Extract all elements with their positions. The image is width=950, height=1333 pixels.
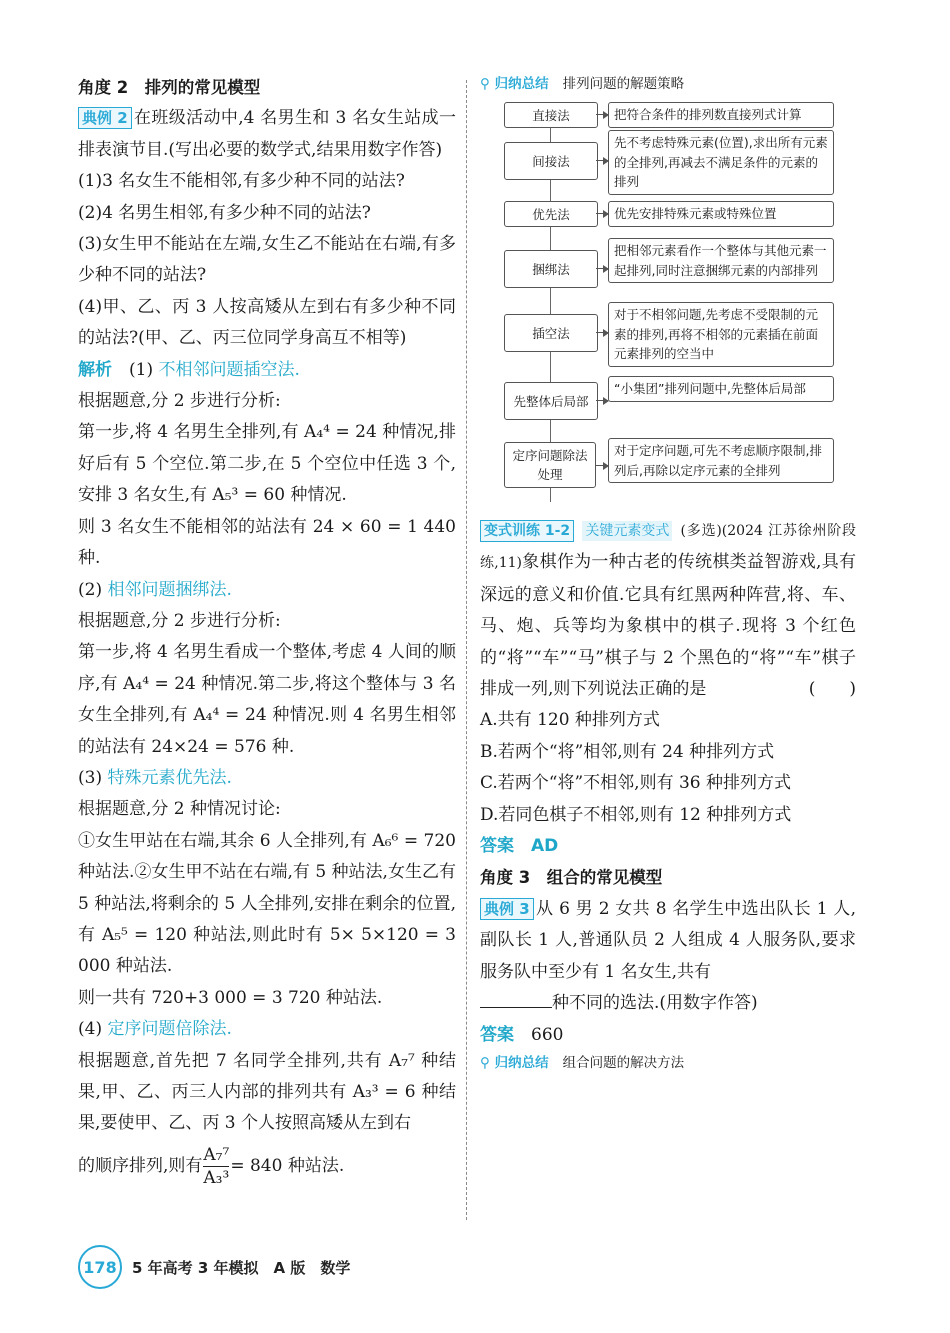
section-heading-angle3: 角度 3 组合的常见模型 [480, 868, 663, 888]
question-4: (4)甲、乙、丙 3 人按高矮从左到右有多少种不同的站法?(甲、乙、丙三位同学身高互不相等) [78, 296, 456, 349]
answer-label: 答案 [480, 1024, 514, 1045]
analysis-part2-heading: (2) 相邻问题捆绑法. [78, 579, 232, 600]
a1-line2: 第一步,将 4 名男生全排列,有 A₄⁴ = 24 种情况,排好后有 5 个空位.第二步,在 5 个空位中任选 3 个,安排 3 名女生,有 A₅³ = 60 种情况. [78, 422, 456, 506]
question-1: (1)3 名女生不能相邻,有多少种不同的站法? [78, 171, 405, 192]
example2-badge: 典例 2 [78, 107, 132, 129]
fraction-a7-over-a3: $\frac{\text{A₇⁷}}{\text{A₃³}}$ [203, 1144, 230, 1188]
arrow-icon [596, 400, 608, 401]
a2-line1: 根据题意,分 2 步进行分析: [78, 610, 281, 631]
strategy-desc: 对于不相邻问题,先考虑不受限制的元素的排列,再将不相邻的元素插在前面元素排列的空当中 [608, 302, 834, 367]
method-label-1: 不相邻问题插空法. [158, 359, 300, 380]
page-footer [78, 1245, 350, 1289]
option-a: A.共有 120 种排列方式 [480, 710, 660, 731]
summary-label: ⚲ 归纳总结 [480, 76, 549, 92]
strategy-desc: 先不考虑特殊元素(位置),求出所有元素的全排列,再减去不满足条件的元素的排列 [608, 130, 834, 195]
arrow-icon [596, 160, 608, 161]
example3-problem: 典例 3 从 6 男 2 女共 8 名学生中选出队长 1 人,副队长 1 人,普通队员 2 人组成 4 人服务队,要求服务队中至少有 1 名女生,共有 种不同的选法.(用数字作答) [480, 898, 856, 1014]
option-d: D.若同色棋子不相邻,则有 12 种排列方式 [480, 804, 792, 825]
example3-badge: 典例 3 [480, 898, 534, 920]
variant-training-problem: 变式训练 1-2 关键元素变式 (多选)(2024 江苏徐州阶段练,11)象棋作为一种古老的传统棋类益智游戏,具有深远的意义和价值.它具有红黑两种阵营,将、车、马、炮、兵等均为象棋中的棋子.现将 3 个红色的“将”“车”“马”棋子与 2 个黑色的“将”“车”棋子排成一列,则下列说法正确的是 ( ) [480, 515, 856, 705]
a3-line2: ①女生甲站在右端,其余 6 人全排列,有 A₆⁶ = 720 种站法.②女生甲不站在右端,有 5 种站法,女生乙有 5 种站法,将剩余的 5 人全排列,安排在剩余的位置,有 A₅⁵ = 120 种站法,则此时有 5× 5×120 = 3 000 种站法. [78, 830, 456, 977]
answer-label: 答案 [480, 836, 514, 857]
arrow-icon [596, 465, 608, 466]
strategy-desc: “小集团”排列问题中,先整体后局部 [608, 376, 834, 402]
a4-line1: 根据题意,首先把 7 名同学全排列,共有 A₇⁷ 种结果,甲、乙、丙三人内部的排列共有 A₃³ = 6 种结果,要使甲、乙、丙 3 个人按照高矮从左到右 [78, 1050, 456, 1134]
strategy-node: 捆绑法 [504, 250, 598, 288]
answer-parentheses: ( ) [808, 679, 856, 700]
strategy-node: 直接法 [504, 102, 598, 128]
right-column [480, 72, 856, 1075]
option-b: B.若两个“将”相邻,则有 24 种排列方式 [480, 741, 775, 762]
a1-line3: 则 3 名女生不能相邻的站法有 24 × 60 = 1 440 种. [78, 516, 456, 569]
strategy-desc: 优先安排特殊元素或特殊位置 [608, 201, 834, 227]
method-label-4: 定序问题倍除法. [107, 1019, 232, 1040]
summary-permutation-header: ⚲ 归纳总结 排列问题的解题策略 [480, 76, 685, 92]
a3-line3: 则一共有 720+3 000 = 3 720 种站法. [78, 987, 383, 1008]
book-title: 5 年高考 3 年模拟 A 版 数学 [132, 1258, 351, 1277]
strategy-node: 先整体后局部 [504, 382, 598, 420]
example2-problem: 典例 2 在班级活动中,4 名男生和 3 名女生站成一排表演节目.(写出必要的数学式,结果用数字作答) [78, 108, 456, 160]
arrow-icon [596, 114, 608, 115]
arrow-icon [596, 332, 608, 333]
analysis-part1-heading: 解析 (1) 不相邻问题插空法. [78, 359, 300, 380]
method-label-2: 相邻问题捆绑法. [107, 579, 232, 600]
strategy-desc: 把符合条件的排列数直接列式计算 [608, 102, 834, 128]
a4-line2: 的顺序排列,则有 $\frac{\text{A₇⁷}}{\text{A₃³}}$ = 840 种站法. [78, 1144, 345, 1188]
answer-2: 答案 660 [480, 1024, 564, 1045]
strategy-node: 插空法 [504, 314, 598, 352]
page-number: 178 [78, 1245, 122, 1289]
question-2: (2)4 名男生相邻,有多少种不同的站法? [78, 202, 371, 223]
a3-line1: 根据题意,分 2 种情况讨论: [78, 799, 281, 820]
summary-combination-header: ⚲ 归纳总结 组合问题的解决方法 [480, 1054, 685, 1071]
fill-blank [480, 1006, 552, 1008]
summary-label: ⚲ 归纳总结 [480, 1054, 549, 1071]
strategy-node: 定序问题除法处理 [504, 442, 596, 488]
analysis-label: 解析 [78, 359, 112, 380]
left-column [78, 72, 456, 1189]
key-icon: ⚲ [480, 76, 490, 92]
option-c: C.若两个“将”不相邻,则有 36 种排列方式 [480, 773, 792, 794]
section-heading-angle2: 角度 2 排列的常见模型 [78, 78, 261, 97]
method-label-3: 特殊元素优先法. [107, 767, 232, 788]
analysis-part4-heading: (4) 定序问题倍除法. [78, 1019, 232, 1040]
arrow-icon [596, 213, 608, 214]
a1-line1: 根据题意,分 2 步进行分析: [78, 391, 281, 412]
analysis-part3-heading: (3) 特殊元素优先法. [78, 767, 232, 788]
strategy-node: 间接法 [504, 142, 598, 180]
arrow-icon [596, 268, 608, 269]
key-icon: ⚲ [480, 1054, 490, 1071]
answer-1: 答案 AD [480, 836, 559, 857]
strategy-desc: 对于定序问题,可先不考虑顺序限制,排列后,再除以定序元素的全排列 [608, 438, 834, 483]
strategy-node: 优先法 [504, 201, 598, 227]
strategy-diagram [480, 100, 856, 515]
a2-line2: 第一步,将 4 名男生看成一个整体,考虑 4 人间的顺序,有 A₄⁴ = 24 种情况.第二步,将这个整体与 3 名女生全排列,有 A₄⁴ = 24 种情况.则 4 名男生相邻的站法有 24×24 = 576 种. [78, 642, 456, 757]
strategy-desc: 把相邻元素看作一个整体与其他元素一起排列,同时注意捆绑元素的内部排列 [608, 238, 834, 283]
question-3: (3)女生甲不能站在左端,女生乙不能站在右端,有多少种不同的站法? [78, 234, 456, 286]
column-divider [466, 80, 467, 1220]
variant-tag: 关键元素变式 [582, 521, 672, 541]
variant-badge: 变式训练 1-2 [480, 520, 574, 542]
